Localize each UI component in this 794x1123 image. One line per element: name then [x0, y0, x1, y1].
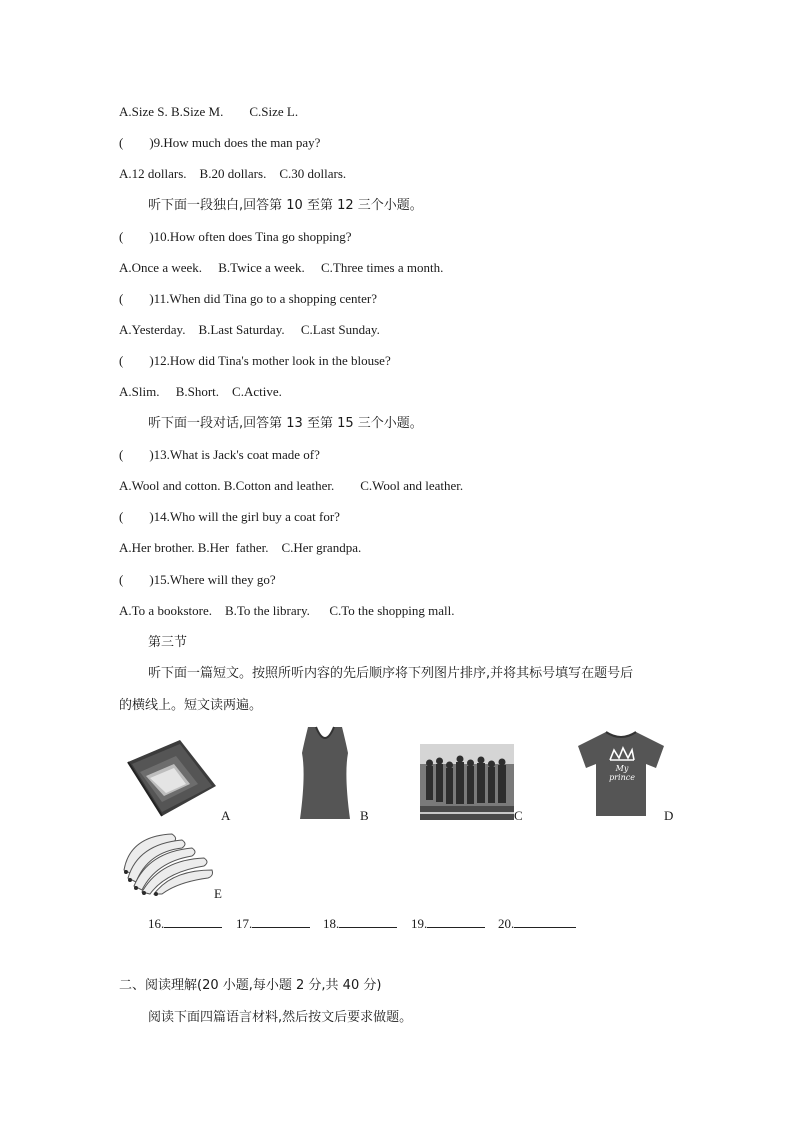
question-11: ( )11.When did Tina go to a shopping center? [119, 291, 378, 306]
picture-label-e: E [214, 886, 222, 901]
tank-top-icon [296, 725, 354, 821]
picture-label-d: D [664, 808, 674, 823]
options-q11: A.Yesterday. B.Last Saturday. C.Last Sunday. [119, 322, 380, 337]
question-9: ( )9.How much does the man pay? [119, 135, 321, 150]
dialogue-instruction: 听下面一段对话,回答第 13 至第 15 三个小题。 [148, 416, 423, 431]
tshirt-icon [576, 730, 666, 818]
options-q10: A.Once a week. B.Twice a week. C.Three times a month. [119, 260, 444, 275]
options-q9: A.12 dollars. B.20 dollars. C.30 dollars. [119, 166, 347, 181]
answer-blank-20[interactable] [498, 914, 576, 932]
picture-label-a: A [221, 808, 231, 823]
options-q8: A.Size S. B.Size M. C.Size L. [119, 104, 299, 119]
section3-instruction-cont: 的横线上。短文读两遍。 [119, 698, 263, 713]
question-10: ( )10.How often does Tina go shopping? [119, 229, 352, 244]
section3-heading: 第三节 [148, 635, 188, 650]
answer-blank-19[interactable] [411, 914, 485, 932]
wallet-icon [124, 738, 220, 820]
picture-label-c: C [514, 808, 523, 823]
blank-number: 16. [148, 916, 165, 931]
question-12: ( )12.How did Tina's mother look in the blouse? [119, 353, 391, 368]
blank-number: 18. [323, 916, 340, 931]
answer-blank-18[interactable] [323, 914, 397, 932]
tshirt-print-text: My prince [609, 764, 635, 782]
blank-number: 17. [236, 916, 253, 931]
question-15: ( )15.Where will they go? [119, 572, 276, 587]
blank-number: 19. [411, 916, 428, 931]
question-13: ( )13.What is Jack's coat made of? [119, 447, 320, 462]
blank-number: 20. [498, 916, 515, 931]
answer-blank-17[interactable] [236, 914, 310, 932]
monologue-instruction: 听下面一段独白,回答第 10 至第 12 三个小题。 [148, 198, 423, 213]
options-q12: A.Slim. B.Short. C.Active. [119, 384, 282, 399]
section2-instruction: 阅读下面四篇语言材料,然后按文后要求做题。 [148, 1010, 413, 1025]
answer-blank-16[interactable] [148, 914, 222, 932]
bananas-icon [120, 830, 216, 896]
picture-label-b: B [360, 808, 369, 823]
section2-title: 二、阅读理解(20 小题,每小题 2 分,共 40 分) [119, 978, 382, 993]
options-q13: A.Wool and cotton. B.Cotton and leather. C.Wool and leather. [119, 478, 464, 493]
group-photo-icon [420, 744, 514, 820]
question-14: ( )14.Who will the girl buy a coat for? [119, 509, 340, 524]
section3-instruction: 听下面一篇短文。按照所听内容的先后顺序将下列图片排序,并将其标号填写在题号后 [148, 666, 634, 681]
options-q15: A.To a bookstore. B.To the library. C.To the shopping mall. [119, 603, 455, 618]
options-q14: A.Her brother. B.Her father. C.Her grandpa. [119, 540, 362, 555]
